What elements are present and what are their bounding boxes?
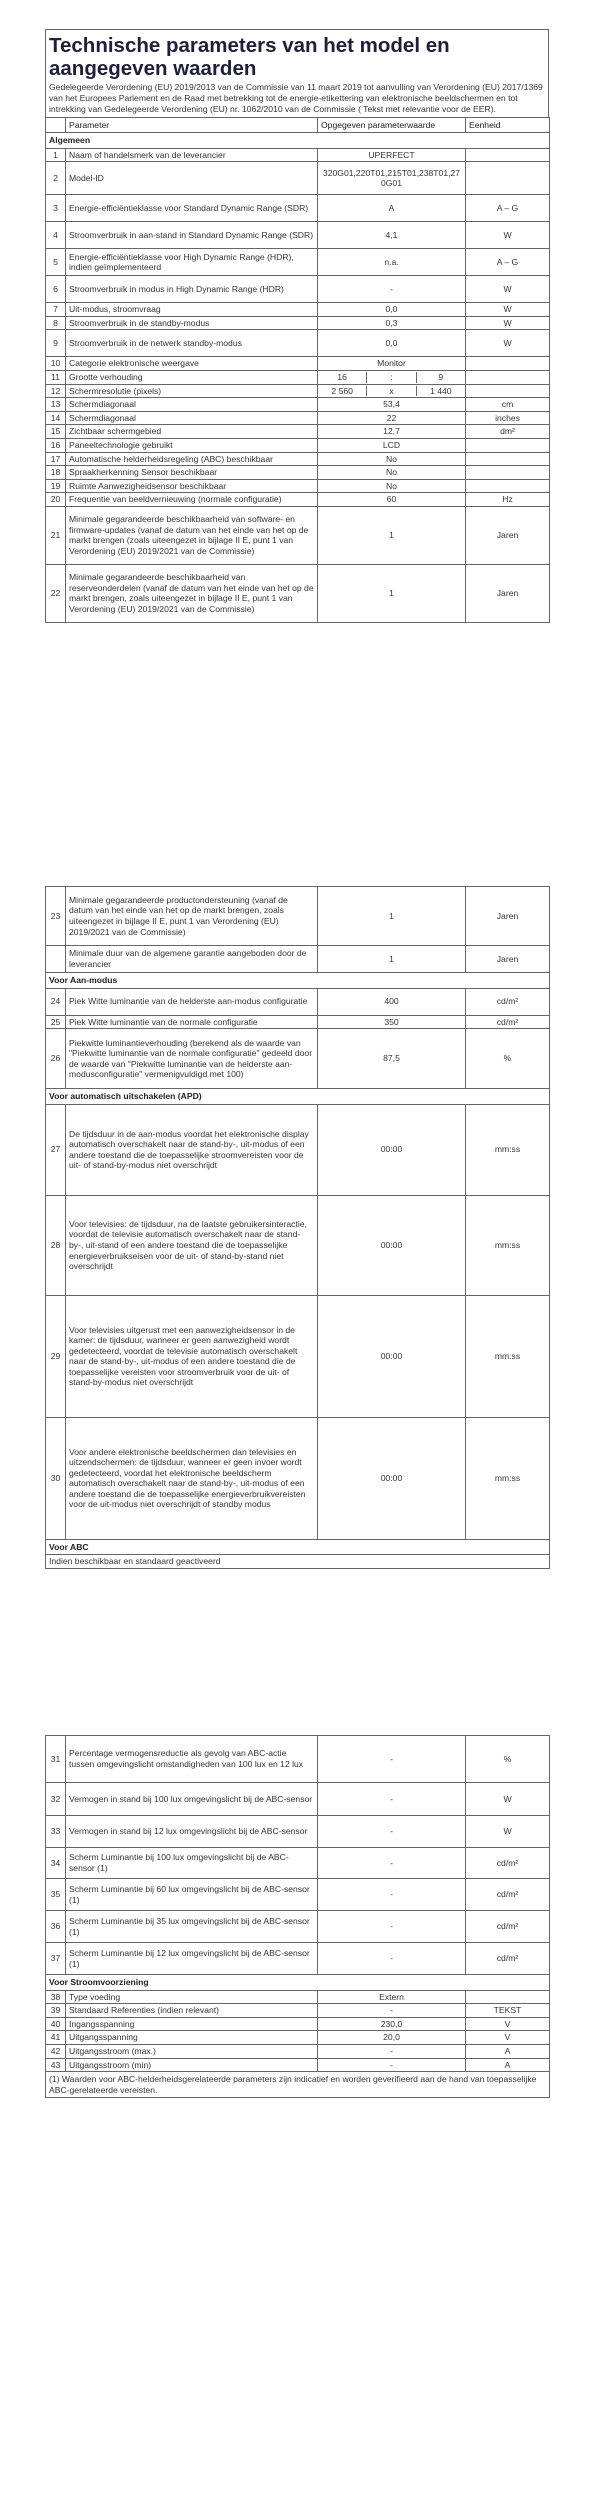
table-row	[46, 1295, 550, 1417]
row-unit: mm:ss	[466, 1104, 550, 1195]
row-value: No	[318, 452, 466, 466]
table-row	[46, 887, 550, 946]
row-unit: W	[466, 276, 550, 303]
row-number: 16	[46, 438, 66, 452]
document-title: Technische parameters van het model en aangegeven waarden	[49, 34, 450, 80]
row-parameter: Energie-efficiëntieklasse voor High Dynamic Range (HDR), indien geïmplementeerd	[66, 249, 318, 276]
table-row	[46, 303, 550, 317]
table-row	[46, 988, 550, 1015]
row-value: 1	[318, 946, 466, 973]
row-value: 00:00	[318, 1104, 466, 1195]
table-row	[46, 148, 550, 162]
row-value: 1	[318, 887, 466, 946]
table-row	[46, 1911, 550, 1943]
row-number: 10	[46, 357, 66, 371]
row-parameter: Ingangsspanning	[66, 2017, 318, 2031]
row-unit: inches	[466, 411, 550, 425]
table-row	[46, 2017, 550, 2031]
table-row	[46, 2058, 550, 2072]
row-parameter: Voor andere elektronische beeldschermen dan televisies en uitzendschermen: de tijdsduur, wanneer er geen invoer wordt gedetecteerd, voordat het elektronische beeldscherm automatisch overschakelt naar de stand-by-, uit-modus of een andere toestand die de toepasselijke energieverbruikvereisten voor de uit-modus niet overschrijdt of standby modus	[66, 1417, 318, 1539]
row-value: -	[318, 1783, 466, 1816]
row-parameter: Vermogen in stand bij 12 lux omgevingslicht bij de ABC-sensor	[66, 1816, 318, 1848]
row-unit: W	[466, 1783, 550, 1816]
row-unit	[466, 452, 550, 466]
table-row	[46, 1848, 550, 1879]
row-unit	[466, 479, 550, 493]
row-value: 53,4	[318, 398, 466, 412]
row-value: 00:00	[318, 1295, 466, 1417]
row-value: -	[318, 2058, 466, 2072]
row-parameter: Uitgangsstroom (max.)	[66, 2044, 318, 2058]
table-row	[46, 1990, 550, 2004]
row-unit	[466, 162, 550, 195]
page-2	[45, 886, 549, 1569]
row-number: 8	[46, 316, 66, 330]
header-parameter: Parameter	[66, 118, 318, 133]
table-row	[46, 1195, 550, 1295]
row-unit: cd/m²	[466, 1879, 550, 1911]
table-row	[46, 370, 550, 384]
row-unit: cd/m²	[466, 1015, 550, 1029]
table-row	[46, 357, 550, 371]
section-row	[46, 1539, 550, 1555]
footnote: (1) Waarden voor ABC-helderheidsgerelateerde parameters zijn indicatief en worden geverifieerd aan de hand van toepasselijke ABC-gerelateerde vereisten.	[46, 2072, 550, 2098]
resolution-separator: x	[367, 386, 416, 397]
row-unit: Jaren	[466, 887, 550, 946]
table-row	[46, 276, 550, 303]
row-value: No	[318, 466, 466, 480]
row-number: 6	[46, 276, 66, 303]
table-header-row	[46, 118, 550, 133]
row-number: 36	[46, 1911, 66, 1943]
table-row	[46, 506, 550, 564]
section-stroomvoorziening: Voor Stroomvoorziening	[46, 1975, 550, 1991]
table-row	[46, 316, 550, 330]
row-number: 5	[46, 249, 66, 276]
row-parameter: Scherm Luminantie bij 60 lux omgevingslicht bij de ABC-sensor (1)	[66, 1879, 318, 1911]
row-parameter: Voor televisies uitgerust met een aanwezigheidsensor in de kamer: de tijdsduur, wanneer er geen aanwezigheid wordt gedetecteerd, voordat de televisie automatisch overschakelt naar de stand-by-, uit-modus of een andere toestand die de toepasselijke vereisten voor stroomverbruik voor de uit- of stand-by-modus niet overschrijdt	[66, 1295, 318, 1417]
row-number: 9	[46, 330, 66, 357]
row-number: 13	[46, 398, 66, 412]
table-row	[46, 438, 550, 452]
row-unit: A – G	[466, 249, 550, 276]
row-unit: Jaren	[466, 946, 550, 973]
row-parameter: Schermdiagonaal	[66, 398, 318, 412]
parameter-table-2	[45, 886, 550, 1569]
note-row	[46, 1555, 550, 1569]
row-parameter: Piek Witte luminantie van de normale configuratie	[66, 1015, 318, 1029]
row-number: 2	[46, 162, 66, 195]
row-value: UPERFECT	[318, 148, 466, 162]
row-unit: Jaren	[466, 564, 550, 622]
row-unit: W	[466, 303, 550, 317]
table-row	[46, 222, 550, 249]
table-row	[46, 1816, 550, 1848]
page-3	[45, 1735, 549, 2098]
row-value: 20,0	[318, 2031, 466, 2045]
row-parameter: Stroomverbruik in de standby-modus	[66, 316, 318, 330]
table-row	[46, 1943, 550, 1975]
row-value: 87,5	[318, 1029, 466, 1089]
row-number: 23	[46, 887, 66, 946]
row-number: 19	[46, 479, 66, 493]
row-parameter: Minimale duur van de algemene garantie aangeboden door de leverancier	[66, 946, 318, 973]
row-unit: W	[466, 330, 550, 357]
row-value: -	[318, 1848, 466, 1879]
row-parameter: Schermresolutie (pixels)	[66, 384, 318, 398]
table-row	[46, 425, 550, 439]
row-number: 3	[46, 195, 66, 222]
row-value: LCD	[318, 438, 466, 452]
row-unit: W	[466, 1816, 550, 1848]
row-value: -	[318, 2004, 466, 2018]
row-number: 15	[46, 425, 66, 439]
section-row	[46, 973, 550, 989]
row-value: No	[318, 479, 466, 493]
aspect-ratio-cell	[318, 370, 466, 384]
row-value: -	[318, 1911, 466, 1943]
row-unit	[466, 148, 550, 162]
row-unit: mm:ss	[466, 1295, 550, 1417]
row-value: A	[318, 195, 466, 222]
row-unit: A – G	[466, 195, 550, 222]
row-number: 39	[46, 2004, 66, 2018]
header-value: Opgegeven parameterwaarde	[318, 118, 466, 133]
row-unit	[466, 438, 550, 452]
aspect-separator: :	[367, 372, 416, 383]
row-parameter: Automatische helderheidsregeling (ABC) beschikbaar	[66, 452, 318, 466]
row-number: 41	[46, 2031, 66, 2045]
row-value: 60	[318, 493, 466, 507]
row-number: 18	[46, 466, 66, 480]
row-parameter: Grootte verhouding	[66, 370, 318, 384]
row-unit: cd/m²	[466, 988, 550, 1015]
table-row	[46, 466, 550, 480]
table-row	[46, 195, 550, 222]
table-row	[46, 493, 550, 507]
table-row	[46, 1783, 550, 1816]
row-unit: mm:ss	[466, 1195, 550, 1295]
table-row	[46, 1736, 550, 1783]
row-value: 1	[318, 564, 466, 622]
row-value: 22	[318, 411, 466, 425]
row-value: Extern	[318, 1990, 466, 2004]
row-number: 25	[46, 1015, 66, 1029]
row-unit: W	[466, 316, 550, 330]
row-value: 00:00	[318, 1195, 466, 1295]
row-unit	[466, 370, 550, 384]
row-parameter: Piekwitte luminantieverhouding (berekend als de waarde van "Piekwitte luminantie van de normale configuratie" gedeeld door de waarde van "Piekwitte luminantie van de helderste aan-modusconfiguratie" vermenigvuldigd met 100)	[66, 1029, 318, 1089]
row-value: 400	[318, 988, 466, 1015]
row-number: 1	[46, 148, 66, 162]
document-header	[45, 29, 549, 117]
row-unit: %	[466, 1029, 550, 1089]
table-row	[46, 1015, 550, 1029]
row-unit: cd/m²	[466, 1848, 550, 1879]
section-abc: Voor ABC	[46, 1539, 550, 1555]
section-row	[46, 1975, 550, 1991]
table-row	[46, 384, 550, 398]
row-value: 350	[318, 1015, 466, 1029]
row-unit: %	[466, 1736, 550, 1783]
row-value: 4,1	[318, 222, 466, 249]
row-unit: Hz	[466, 493, 550, 507]
row-value: 12,7	[318, 425, 466, 439]
table-row	[46, 564, 550, 622]
row-parameter: Uitgangsspanning	[66, 2031, 318, 2045]
table-row	[46, 162, 550, 195]
row-parameter: Paneeltechnologie gebruikt	[66, 438, 318, 452]
row-number: 28	[46, 1195, 66, 1295]
table-row	[46, 2044, 550, 2058]
row-number: 29	[46, 1295, 66, 1417]
resolution-width: 2 560	[318, 386, 367, 397]
row-unit: A	[466, 2058, 550, 2072]
row-parameter: Piek Witte luminantie van de helderste aan-modus configuratie	[66, 988, 318, 1015]
row-number: 20	[46, 493, 66, 507]
row-unit: cd/m²	[466, 1911, 550, 1943]
section-row	[46, 133, 550, 149]
row-value: -	[318, 1736, 466, 1783]
row-parameter: Stroomverbruik in aan-stand in Standard Dynamic Range (SDR)	[66, 222, 318, 249]
row-unit: W	[466, 222, 550, 249]
row-parameter: Zichtbaar schermgebied	[66, 425, 318, 439]
row-number: 24	[46, 988, 66, 1015]
page-1	[45, 29, 549, 623]
table-row	[46, 1879, 550, 1911]
row-parameter: Uit-modus, stroomvraag	[66, 303, 318, 317]
row-number: 12	[46, 384, 66, 398]
parameter-table-1	[45, 117, 550, 623]
resolution-height: 1 440	[430, 385, 452, 396]
row-number: 37	[46, 1943, 66, 1975]
row-value: 1	[318, 506, 466, 564]
row-value: 00:00	[318, 1417, 466, 1539]
row-number: 30	[46, 1417, 66, 1539]
section-algemeen: Algemeen	[46, 133, 550, 149]
row-parameter: Schermdiagonaal	[66, 411, 318, 425]
row-value: 230,0	[318, 2017, 466, 2031]
row-value: 320G01,220T01,215T01,238T01,270G01	[318, 162, 466, 195]
row-value: n.a.	[318, 249, 466, 276]
row-value: -	[318, 2044, 466, 2058]
row-number: 27	[46, 1104, 66, 1195]
row-unit: cd/m²	[466, 1943, 550, 1975]
table-row	[46, 946, 550, 973]
row-parameter: Scherm Luminantie bij 35 lux omgevingslicht bij de ABC-sensor (1)	[66, 1911, 318, 1943]
row-parameter: Percentage vermogensreductie als gevolg van ABC-actie tussen omgevingslicht omstandigheden van 100 lux en 12 lux	[66, 1736, 318, 1783]
row-value: -	[318, 276, 466, 303]
row-number: 40	[46, 2017, 66, 2031]
row-number: 7	[46, 303, 66, 317]
resolution-cell	[318, 384, 466, 398]
section-aan-modus: Voor Aan-modus	[46, 973, 550, 989]
row-unit: Jaren	[466, 506, 550, 564]
row-unit: mm:ss	[466, 1417, 550, 1539]
row-number: 31	[46, 1736, 66, 1783]
table-row	[46, 330, 550, 357]
row-value: 0,0	[318, 303, 466, 317]
row-parameter: Naam of handelsmerk van de leverancier	[66, 148, 318, 162]
row-number: 22	[46, 564, 66, 622]
row-number: 33	[46, 1816, 66, 1848]
row-parameter: Minimale gegarandeerde beschikbaarheid van software- en firmware-updates (vanaf de datum van het einde van het op de markt brengen (zoals uiteengezet in bijlage II E, punt 1 van Verordening (EU) 2019/2021 van de Commissie)	[66, 506, 318, 564]
row-unit	[466, 384, 550, 398]
table-row	[46, 452, 550, 466]
parameter-table-3	[45, 1735, 550, 2098]
row-unit	[466, 357, 550, 371]
row-number: 21	[46, 506, 66, 564]
row-number: 11	[46, 370, 66, 384]
row-unit	[466, 1990, 550, 2004]
row-unit: V	[466, 2017, 550, 2031]
row-unit: TEKST	[466, 2004, 550, 2018]
row-value: -	[318, 1943, 466, 1975]
row-parameter: Scherm Luminantie bij 12 lux omgevingslicht bij de ABC-sensor (1)	[66, 1943, 318, 1975]
row-parameter: Ruimte Aanwezigheidsensor beschikbaar	[66, 479, 318, 493]
table-row	[46, 1104, 550, 1195]
row-number: 4	[46, 222, 66, 249]
table-row	[46, 2004, 550, 2018]
row-parameter: Uitgangsstroom (min)	[66, 2058, 318, 2072]
abc-note: Indien beschikbaar en standaard geactiveerd	[46, 1555, 550, 1569]
row-parameter: Categorie elektronische weergave	[66, 357, 318, 371]
aspect-height: 9	[438, 371, 444, 382]
row-unit: dm²	[466, 425, 550, 439]
row-number: 17	[46, 452, 66, 466]
row-parameter: Model-ID	[66, 162, 318, 195]
row-parameter: Standaard Referenties (indien relevant)	[66, 2004, 318, 2018]
table-row	[46, 2031, 550, 2045]
row-parameter: Stroomverbruik in de netwerk standby-modus	[66, 330, 318, 357]
row-number: 14	[46, 411, 66, 425]
row-parameter: Energie-efficiëntieklasse voor Standard Dynamic Range (SDR)	[66, 195, 318, 222]
table-row	[46, 1029, 550, 1089]
section-row	[46, 1089, 550, 1105]
table-row	[46, 1417, 550, 1539]
footnote-row	[46, 2072, 550, 2098]
row-number: 26	[46, 1029, 66, 1089]
row-number: 34	[46, 1848, 66, 1879]
row-value: -	[318, 1816, 466, 1848]
table-row	[46, 479, 550, 493]
row-value: -	[318, 1879, 466, 1911]
intro-text: Gedelegeerde Verordening (EU) 2019/2013 van de Commissie van 11 maart 2019 tot aanvulling van Verordening (EU) 2017/1369 van het Europees Parlement en de Raad met betrekking tot de energie-etikettering van elektronische beeldschermen en tot intrekking van Gedelegeerde Verordening (EU) nr. 1062/2010 van de Commissie ( Tekst met relevantie voor de EER).	[49, 82, 543, 114]
row-parameter: Stroomverbruik in modus in High Dynamic Range (HDR)	[66, 276, 318, 303]
row-unit: A	[466, 2044, 550, 2058]
row-number	[46, 946, 66, 973]
header-unit: Eenheid	[466, 118, 550, 133]
row-parameter: De tijdsduur in de aan-modus voordat het elektronische display automatisch overschakelt naar de stand-by-, uit-modus of een andere toestand die de toepasselijke stroomvereisten voor de uit- of stand-by-modus niet overschrijdt	[66, 1104, 318, 1195]
row-parameter: Type voeding	[66, 1990, 318, 2004]
row-parameter: Minimale gegarandeerde beschikbaarheid van reserveonderdelen (vanaf de datum van het einde van het op de markt brengen, zoals uiteengezet in bijlage II E, punt 1 van Verordening (EU) 2019/2021 van de Commissie)	[66, 564, 318, 622]
row-unit	[466, 466, 550, 480]
row-number: 35	[46, 1879, 66, 1911]
row-unit: cm	[466, 398, 550, 412]
row-number: 38	[46, 1990, 66, 2004]
row-number: 43	[46, 2058, 66, 2072]
section-apd: Voor automatisch uitschakelen (APD)	[46, 1089, 550, 1105]
table-row	[46, 249, 550, 276]
row-parameter: Scherm Luminantie bij 100 lux omgevingslicht bij de ABC-sensor (1)	[66, 1848, 318, 1879]
row-parameter: Vermogen in stand bij 100 lux omgevingslicht bij de ABC-sensor	[66, 1783, 318, 1816]
row-value: Monitor	[318, 357, 466, 371]
row-parameter: Voor televisies: de tijdsduur, na de laatste gebruikersinteractie, voordat de televisie automatisch overschakelt naar de stand-by-, uit-stand of een andere toestand die de toepasselijke energieverbruikseisen voor de uit- of stand-by-stand niet overschrijdt	[66, 1195, 318, 1295]
row-parameter: Spraakherkenning Sensor beschikbaar	[66, 466, 318, 480]
table-row	[46, 411, 550, 425]
table-row	[46, 398, 550, 412]
row-number: 32	[46, 1783, 66, 1816]
row-unit: V	[466, 2031, 550, 2045]
row-value: 0,3	[318, 316, 466, 330]
row-parameter: Frequentie van beeldvernieuwing (normale configuratie)	[66, 493, 318, 507]
row-number: 42	[46, 2044, 66, 2058]
row-parameter: Minimale gegarandeerde productondersteuning (vanaf de datum van het einde van het op de markt brengen, zoals uiteengezet in bijlage II E, punt 1 van Verordening (EU) 2019/2021 van de Commissie)	[66, 887, 318, 946]
aspect-width: 16	[318, 372, 367, 383]
row-value: 0,0	[318, 330, 466, 357]
